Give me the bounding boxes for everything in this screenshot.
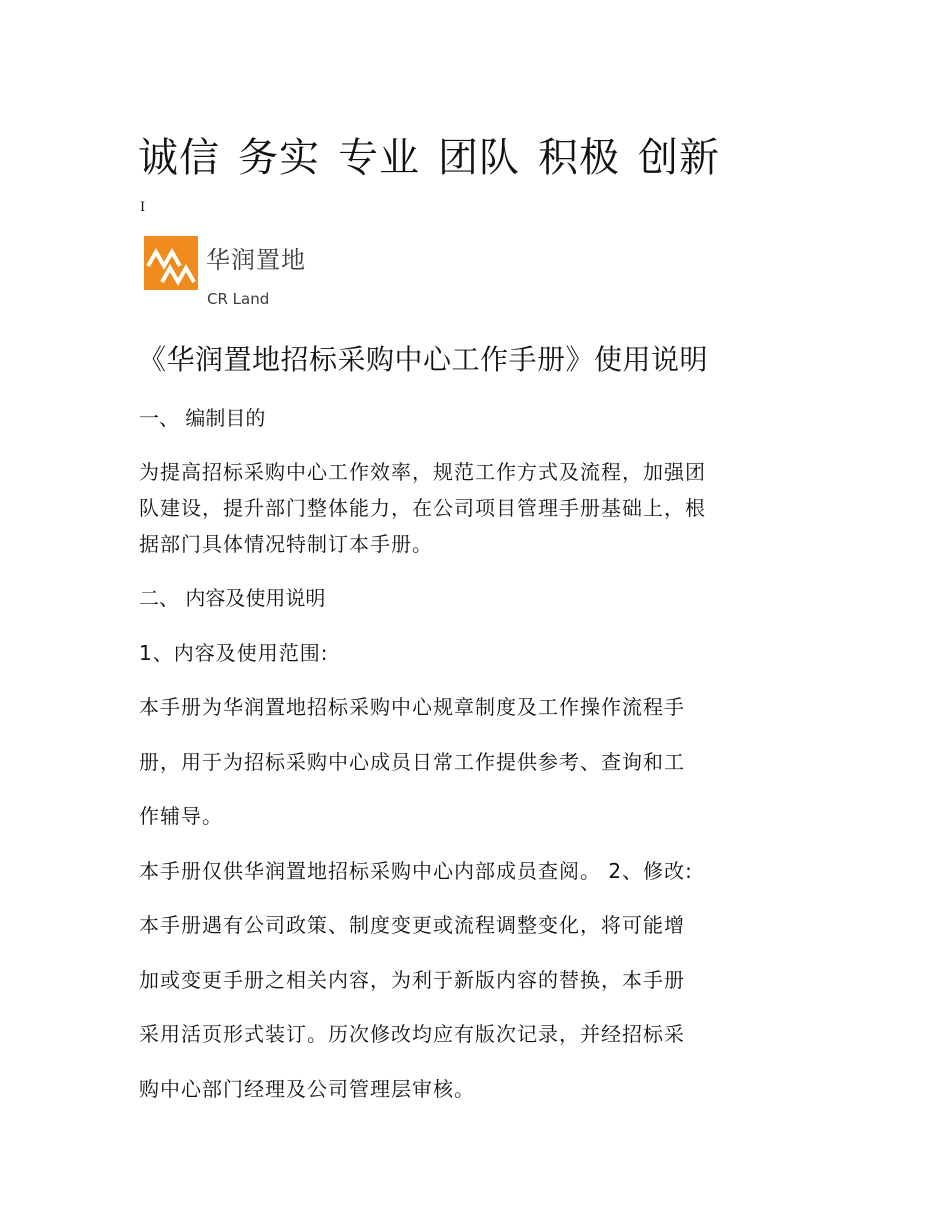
slogan-word: 积极 bbox=[538, 135, 620, 181]
paragraph-line: 册，用于为招标采购中心成员日常工作提供参考、查询和工 bbox=[139, 750, 685, 774]
slogan-word: 诚信 bbox=[138, 135, 220, 181]
slogan-word: 团队 bbox=[438, 135, 520, 181]
company-logo bbox=[144, 236, 334, 308]
slogan-word: 专业 bbox=[338, 135, 420, 181]
paragraph-line: 据部门具体情况特制订本手册。 bbox=[139, 532, 433, 556]
paragraph-line: 采用活页形式装订。历次修改均应有版次记录，并经招标采 bbox=[139, 1022, 685, 1046]
paragraph-line: 为提高招标采购中心工作效率，规范工作方式及流程，加强团 bbox=[139, 460, 706, 484]
slogan bbox=[138, 126, 738, 183]
logo-name-en: CR Land bbox=[207, 290, 270, 308]
paragraph-line: 购中心部门经理及公司管理层审核。 bbox=[139, 1077, 475, 1101]
paragraph-line: 作辅导。 bbox=[139, 804, 223, 828]
cr-land-logo-icon bbox=[144, 236, 198, 290]
logo-name-cn: 华润置地 bbox=[206, 246, 306, 274]
document-title: 《华润置地招标采购中心工作手册》使用说明 bbox=[138, 343, 709, 376]
paragraph-line: 本手册遇有公司政策、制度变更或流程调整变化，将可能增 bbox=[139, 913, 685, 937]
paragraph-line: 队建设，提升部门整体能力，在公司项目管理手册基础上，根 bbox=[139, 496, 706, 520]
paragraph-line: 加或变更手册之相关内容，为利于新版内容的替换，本手册 bbox=[139, 968, 685, 992]
slogan-word: 创新 bbox=[638, 135, 720, 181]
slogan-word: 务实 bbox=[238, 135, 320, 181]
page-marker: I bbox=[140, 200, 146, 215]
subsection-heading: 1、内容及使用范围: bbox=[139, 641, 329, 665]
section-heading: 一、 编制目的 bbox=[139, 406, 266, 430]
paragraph-line: 本手册仅供华润置地招标采购中心内部成员查阅。 2、修改: bbox=[139, 859, 693, 883]
section-heading: 二、 内容及使用说明 bbox=[139, 586, 326, 610]
paragraph-line: 本手册为华润置地招标采购中心规章制度及工作操作流程手 bbox=[139, 695, 685, 719]
